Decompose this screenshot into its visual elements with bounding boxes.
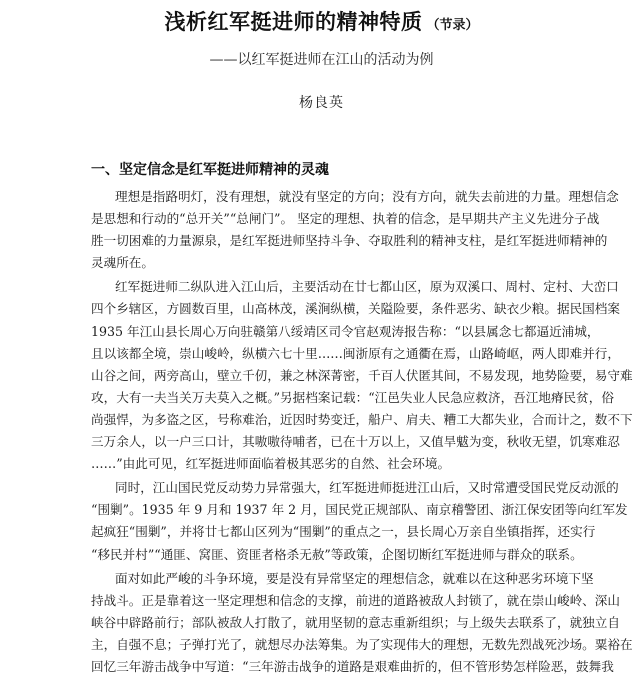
- text-line: 且以该都全境，崇山峻岭，纵横六七十里……闽浙原有之通衢在焉，山路崎岖，两人即难并行，: [91, 345, 620, 361]
- text-line: 胜一切困难的力量源泉，是红军挺进师坚持斗争、夺取胜利的精神支柱，是红军挺进师精神的: [91, 233, 608, 249]
- text-line: 同时，江山国民党反动势力异常强大，红军挺进师挺进江山后，又时常遭受国民党反动派的: [115, 480, 619, 496]
- article-title-block: [0, 6, 643, 36]
- paragraph-3: [91, 477, 628, 565]
- text-line: ……”由此可见，红军挺进师面临着极其恶劣的自然、社会环境。: [91, 456, 451, 472]
- text-line: 攻，大有一夫当关万夫莫入之概。”另据档案记载：“江邑失业人民急应救济，吾江地瘠民贫，俗: [91, 389, 614, 405]
- paragraph-1: [91, 186, 619, 274]
- article-body: [91, 186, 633, 680]
- text-line: 红军挺进师二纵队进入江山后，主要活动在廿七都山区，原为双溪口、周村、定村、大峦口: [115, 279, 619, 295]
- text-line: 回忆三年游击战争中写道：“三年游击战争的道路是艰难曲折的，但不管形势怎样险恶，鼓舞我: [91, 658, 614, 674]
- text-line: 主，自强不息；子弹打光了，就想尽办法筹集。为了实现伟大的理想，无数先烈战死沙场。粟裕在: [91, 636, 633, 652]
- article-subtitle: ——以红军挺进师在江山的活动为例: [209, 52, 434, 68]
- text-line: 三万余人，以一户三口计，其嗷嗷待哺者，已在十万以上，又值旱魃为变，秋收无望，饥寒难忍: [91, 434, 620, 450]
- text-line: 是思想和行动的“总开关”“总闸门”。 坚定的理想、执着的信念，是早期共产主义先进分子战: [91, 211, 600, 227]
- article-author: 杨良英: [299, 95, 344, 111]
- text-line: 1935 年江山县长周心万向驻赣第八绥靖区司令官赵观涛报告称：“以县属念七都逼近浦城，: [91, 323, 600, 339]
- text-line: “围剿”。1935 年 9 月和 1937 年 2 月，国民党正规部队、南京稽警团、浙江保安团等向红军发: [91, 502, 628, 518]
- paragraph-2: [91, 276, 633, 475]
- text-line: 理想是指路明灯，没有理想，就没有坚定的方向；没有方向，就失去前进的力量。理想信念: [115, 189, 619, 204]
- section-heading: 一、坚定信念是红军挺进师精神的灵魂: [91, 162, 329, 178]
- text-line: 持战斗。正是靠着这一坚定理想和信念的支撑，前进的道路被敌人封锁了，就在崇山峻岭、深山: [91, 592, 620, 608]
- text-line: 尚强悍，为多盗之区，号称难治，近因时势变迁，船户、肩夫、糟工大都失业，合而计之，数不下: [91, 411, 633, 427]
- text-line: 面对如此严峻的斗争环境，要是没有异常坚定的理想信念，就难以在这种恶劣环境下坚: [115, 570, 594, 586]
- text-line: 峡谷中辟路前行；部队被敌人打散了，就用坚韧的意志重新组织；与上级失去联系了，就独立自: [91, 614, 620, 630]
- article-title: 浅析红军挺进师的精神特质: [164, 10, 423, 34]
- article-title-note: （节录）: [426, 18, 479, 33]
- text-line: “移民并村”“通匪、窝匪、资匪者格杀无赦”等政策，企图切断红军挺进师与群众的联系。: [91, 546, 583, 562]
- text-line: 灵魂所在。: [91, 255, 154, 271]
- text-line: 起疯狂“围剿”，并将廿七都山区列为“围剿”的重点之一，县长周心万亲自坐镇指挥，还实行: [91, 524, 596, 540]
- text-line: 山谷之间，两旁高山，壁立千仞，兼之林深菁密，千百人伏匿其间，不易发现，地势险要，易守难: [91, 367, 633, 383]
- paragraph-4: [91, 568, 633, 678]
- text-line: 四个乡辖区，方圆数百里，山高林茂，溪涧纵横，关隘险要，条件恶劣、缺衣少粮。据民国档案: [91, 301, 620, 317]
